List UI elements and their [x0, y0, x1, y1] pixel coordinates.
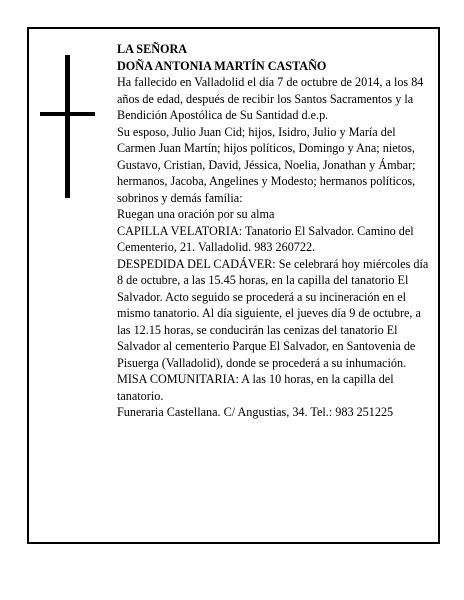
deceased-name: DOÑA ANTONIA MARTÍN CASTAÑO	[117, 58, 327, 73]
prayer-request: Ruegan una oración por su alma	[117, 207, 275, 221]
notice-text	[117, 41, 429, 421]
cross-horizontal-bar	[40, 112, 95, 116]
funeral-home-info: Funeraria Castellana. C/ Angustias, 34. Tel.: 983 251225	[117, 405, 394, 419]
mass-info: MISA COMUNITARIA: A las 10 horas, en la capilla del tanatorio.	[117, 372, 394, 403]
obituary-notice	[27, 27, 440, 544]
death-announcement: Ha fallecido en Valladolid el día 7 de octubre de 2014, a los 84 años de edad, después de recibir los Santos Sacramentos y la Bendición Apostólica de Su Santidad d.e.p.	[117, 75, 424, 122]
cross-icon	[40, 55, 95, 198]
family-list: Su esposo, Julio Juan Cid; hijos, Isidro, Julio y María del Carmen Juan Martín; hijos políticos, Domingo y Ana; nietos, Gustavo, Cristian, David, Jéssica, Noelia, Jonathan y Ámbar; hermanos, Jacoba, Angelines y Modesto; hermanos políticos, sobrinos y demás familia:	[117, 124, 416, 205]
chapel-info: CAPILLA VELATORIA: Tanatorio El Salvador. Camino del Cementerio, 21. Valladolid. 983 260722.	[117, 223, 414, 254]
title-line-1: LA SEÑORA	[117, 42, 188, 56]
farewell-info: DESPEDIDA DEL CADÁVER: Se celebrará hoy miércoles día 8 de octubre, a las 15.45 horas, en la capilla del tanatorio El Salvador. Acto seguido se procederá a su incineración en el mismo tanatorio. Al día siguiente, el jueves día 9 de octubre, a las 12.15 horas, se conducirán las cenizas del tanatorio El Salvador al cementerio Parque El Salvador, en Santovenia de Pisuerga (Valladolid), donde se procederá a su inhumación.	[117, 256, 429, 370]
cross-vertical-bar	[65, 55, 70, 198]
